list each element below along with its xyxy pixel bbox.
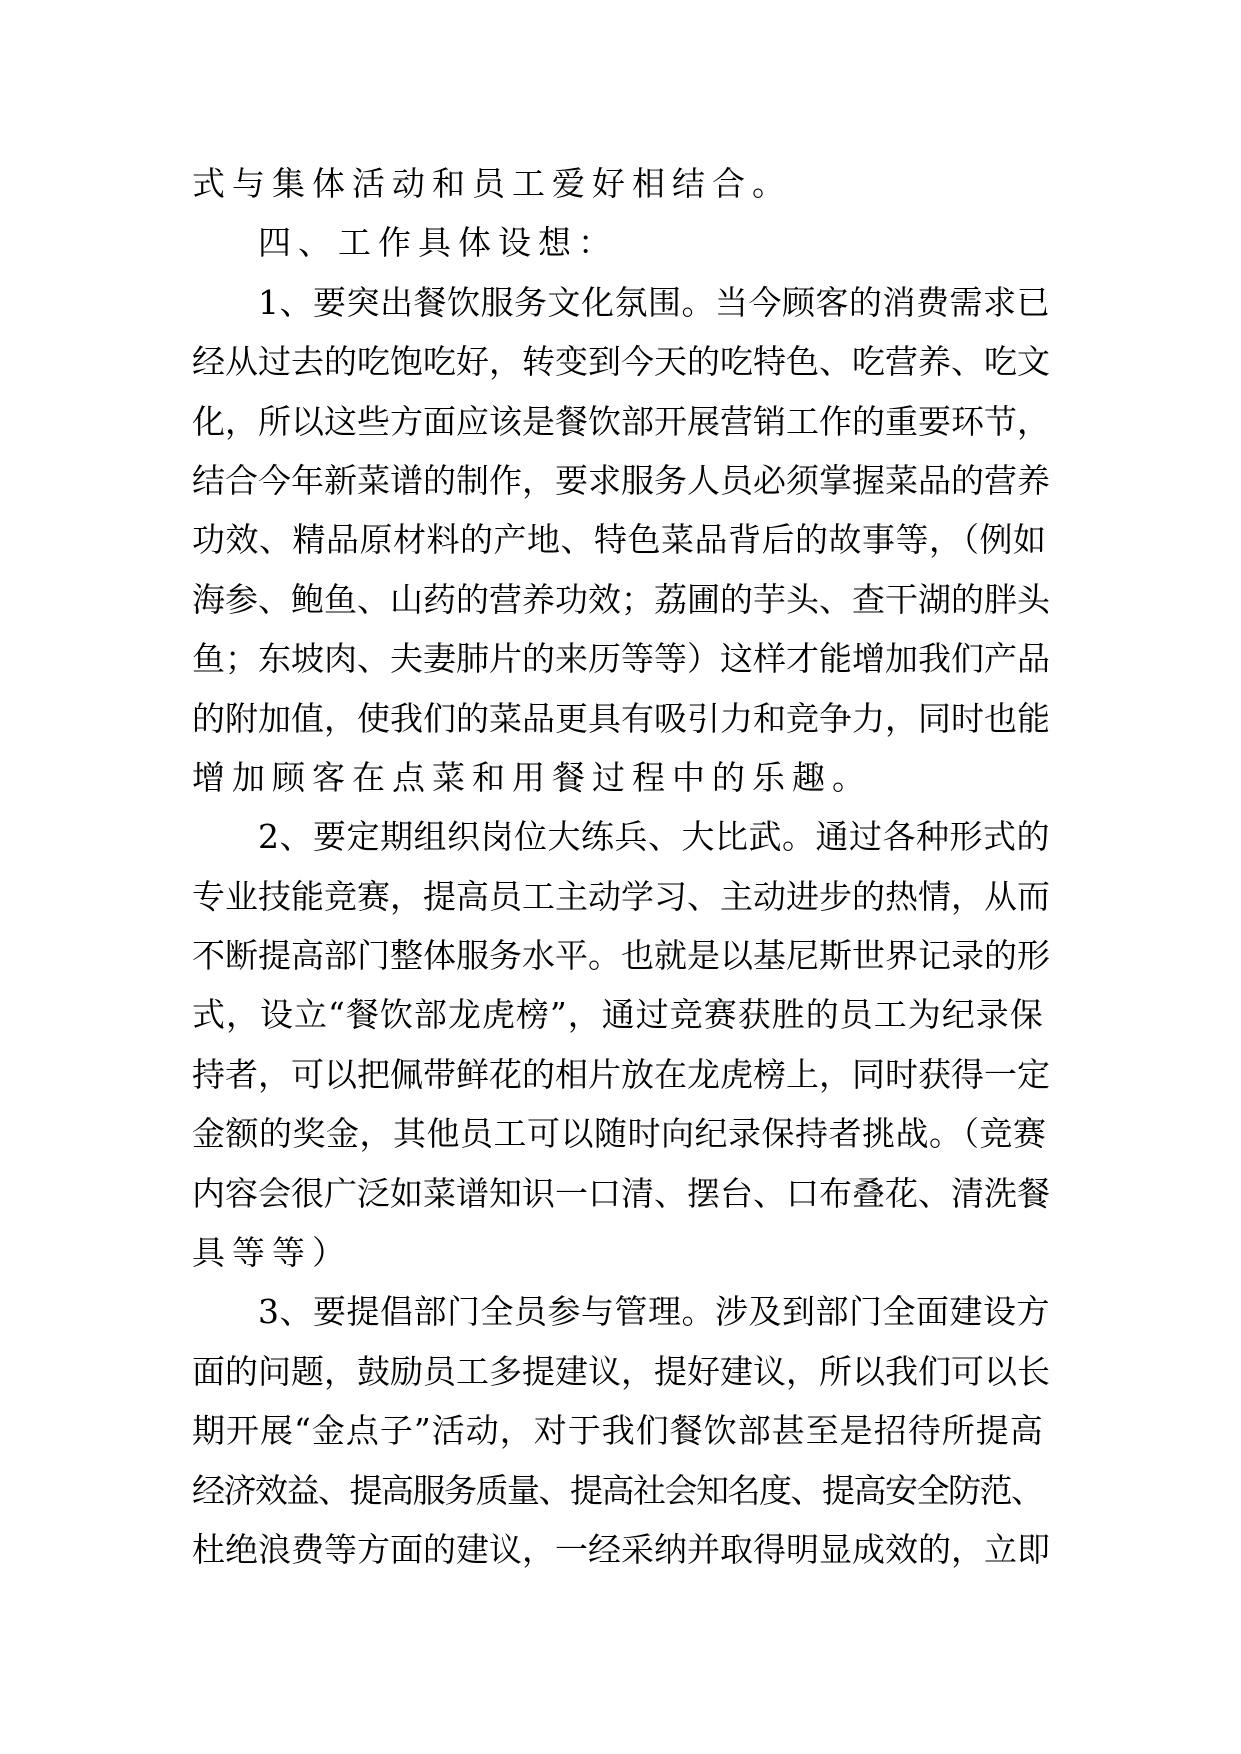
text-line: 不断提高部门整体服务水平。也就是以基尼斯世界记录的形 [192,936,1050,976]
text-line: 式，设立“餐饮部龙虎榜”，通过竞赛获胜的员工为纪录保 [192,995,1044,1035]
text-line: 经济效益、提高服务质量、提高社会知名度、提高安全防范、 [192,1470,1043,1510]
text-line: 功效、精品原材料的产地、特色菜品背后的故事等，（例如 [192,520,1047,560]
text-line: 内容会很广泛如菜谱知识一口清、摆台、口布叠花、清洗餐 [192,1173,1050,1213]
text-line: 结合今年新菜谱的制作，要求服务人员必须掌握菜品的营养 [192,460,1050,500]
text-line: 式与集体活动和员工爱好相结合。 [192,164,792,203]
text-line: 经从过去的吃饱吃好，转变到今天的吃特色、吃营养、吃文 [192,342,1050,382]
text-line: 2、要定期组织岗位大练兵、大比武。通过各种形式的 [258,817,1050,857]
text-line: 海参、鲍鱼、山药的营养功效；荔圃的芋头、查干湖的胖头 [192,579,1050,619]
text-line: 杜绝浪费等方面的建议，一经采纳并取得明显成效的，立即 [192,1529,1050,1569]
text-line: 期开展“金点子”活动，对于我们餐饮部甚至是招待所提高 [192,1411,1044,1451]
text-line: 金额的奖金，其他员工可以随时向纪录保持者挑战。（竞赛 [192,1114,1047,1154]
document-body [192,154,1052,1579]
text-line: 3、要提倡部门全员参与管理。涉及到部门全面建设方 [258,1292,1050,1332]
text-line: 专业技能竞赛，提高员工主动学习、主动进步的热情，从而 [192,876,1050,916]
text-line: 化，所以这些方面应该是餐饮部开展营销工作的重要环节， [192,401,1050,441]
text-line: 具等等） [192,1233,352,1273]
text-line: 的附加值，使我们的菜品更具有吸引力和竞争力，同时也能 [192,698,1050,738]
text-line: 鱼；东坡肉、夫妻肺片的来历等等）这样才能增加我们产品 [192,639,1050,679]
text-line: 四、工作具体设想： [258,223,618,263]
text-line: 持者，可以把佩带鲜花的相片放在龙虎榜上，同时获得一定 [192,1054,1050,1094]
text-line: 面的问题，鼓励员工多提建议，提好建议，所以我们可以长 [192,1351,1050,1391]
text-line: 1、要突出餐饮服务文化氛围。当今顾客的消费需求已 [258,282,1050,322]
text-line: 增加顾客在点菜和用餐过程中的乐趣。 [192,757,872,797]
